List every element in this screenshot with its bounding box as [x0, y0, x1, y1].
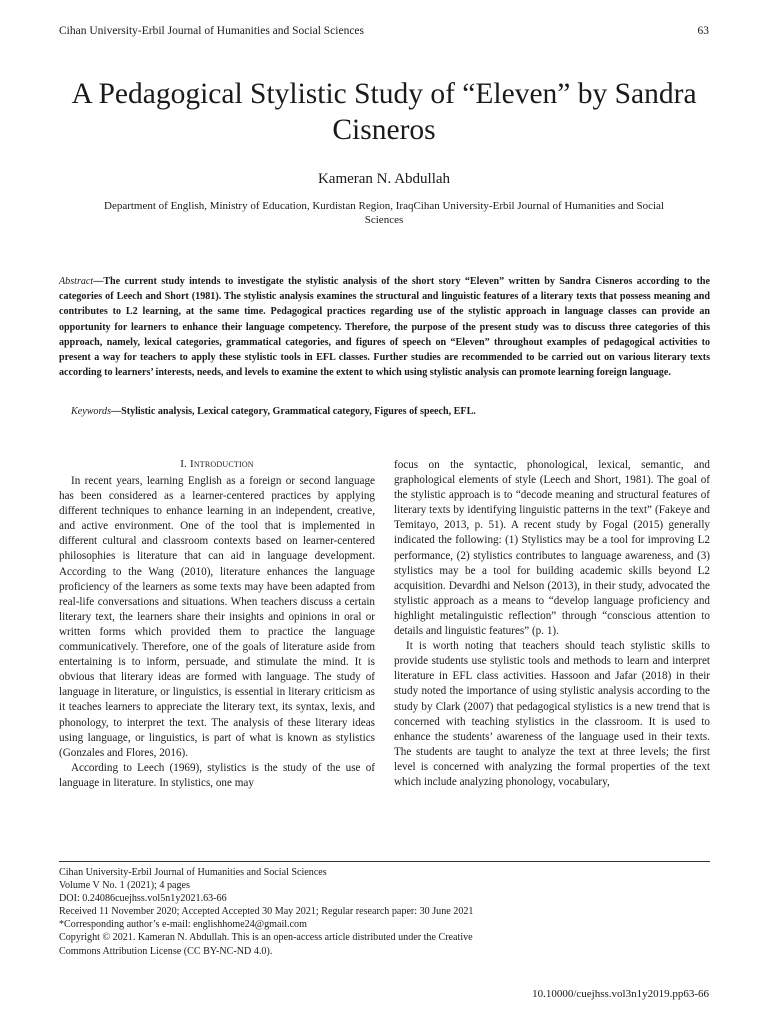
bottom-doi: 10.10000/cuejhss.vol3n1y2019.pp63-66 — [532, 988, 709, 1000]
footer-journal-name: Cihan University-Erbil Journal of Humanities and Social Sciences — [59, 867, 327, 878]
footer-email: *Corresponding author’s e-mail: englishhome24@gmail.com — [59, 919, 307, 931]
abstract-label: Abstract — [59, 276, 94, 287]
body-paragraph: It is worth noting that teachers should teach stylistic skills to provide students use stylistic tools and methods to learn and interpret literature in EFL class activities. Hassoon and Jafar (2018) in their study noted the importance of using stylistic analysis according to the study by Clark (2007) that pedagogical stylistics is a new trend that is concerned with teaching stylistics in the classroom. It is used to enhance the students’ awareness of the language used in their texts. The students are taught to analyze the text at three levels; the first level is concerned with analyzing the formal properties of the text which include analyzing phonology, vocabulary, — [394, 640, 710, 788]
page-number: 63 — [697, 25, 709, 37]
running-header: Cihan University-Erbil Journal of Humanities and Social Sciences — [59, 25, 365, 37]
author-name: Kameran N. Abdullah — [317, 171, 451, 187]
body-paragraph: According to Leech (1969), stylistics is the study of the use of language in literature. In stylistics, one may — [59, 761, 375, 789]
footer-license: Commons Attribution License (CC BY-NC-ND 4.0). — [59, 945, 273, 957]
footer-dates: Received 11 November 2020; Accepted Accepted 30 May 2021; Regular research paper: 30 June 2021 — [59, 906, 474, 918]
footer-divider — [59, 861, 710, 862]
body-paragraph: In recent years, learning English as a foreign or second language has been considered as a learner-centered practices by applying different techniques to enhance learning in an independent, creative, and active environment. One of the tool that is implemented in different cultural and classroom contexts based on learner-centered philosophies is literature that can aid in language development. According to the Wang (2010), literature enhances the language proficiency of the learners as some texts may have been adapted from real-life conversations and situations. When teachers discuss a certain literary text, the learners share their insights and opinions in oral or written forms which provided them to practice the language communicatively. Therefore, one of the goals of literature aside from entertaining is to inform, persuade, and stimulate the mind. It is obvious that literary ideas are formed with language. The study of language in literature, or linguistics, is essential in literary criticism as it teaches learners to appreciate the literary text, its syntax, lexis, and phonology, to interpret the text. The analysis of these literary ideas using language, or linguistics, is part of what is known as stylistics (Gonzales and Flores, 2016). — [59, 475, 375, 759]
article-footer-info — [59, 866, 710, 958]
paper-title: A Pedagogical Stylistic Study of “Eleven” by Sandra Cisneros — [71, 78, 697, 146]
body-paragraph: focus on the syntactic, phonological, lexical, semantic, and graphological elements of style (Leech and Short, 1981). The goal of the stylistic approach is to “decode meaning and structural features of literary texts by identifying linguistic patterns in the text” (Fakeye and Temitayo, 2013, p. 51). A recent study by Fogal (2015) generally indicated the following: (1) Stylistics may be a tool for improving L2 performance, (2) stylistics contributes to language awareness, and (3) stylistics may be a tool for building academic skills beyond L2 acquisition. Devardhi and Nelson (2013), in their study, advocated the stylistic approach as a means to “develop language proficiency and highlight metalinguistic reflection” through “conscious attention to details and linguistic features” (p. 1). — [394, 459, 710, 638]
keywords-text: —Stylistic analysis, Lexical category, Grammatical category, Figures of speech, EFL. — [111, 406, 476, 417]
author-affiliation: Department of English, Ministry of Education, Kurdistan Region, IraqCihan University-Erbil Journal of Humanities and Social Sciences — [104, 200, 664, 226]
right-column — [394, 458, 710, 790]
abstract — [59, 274, 710, 380]
abstract-text: —The current study intends to investigate the stylistic analysis of the short story “Eleven” written by Sandra Cisneros according to the categories of Leech and Short (1981). The stylistic analysis examines the structural and linguistic features of a literary texts that possess meaning and contributes to L2 learning, at the same time. Pedagogical practices regarding use of the stylistic approach in language classes can provide an opportunity for learners to enhance their language competency. Therefore, the purpose of the present study was to discuss three categories of this approach, namely, lexical categories, grammatical categories, and figures of speech on “Eleven” throughout examples of pedagogical activities to present a way for teachers to apply these stylistic tools in EFL classes. Further studies are recommended to be carried out on various literary texts according to learners’ interests, needs, and levels to examine the extent to which using stylistic analysis can promote learning foreign language. — [59, 276, 710, 379]
keywords-label: Keywords — [71, 406, 112, 417]
footer-volume: Volume V No. 1 (2021); 4 pages — [59, 880, 190, 892]
keywords — [59, 404, 710, 419]
section-heading-introduction: I. Introduction — [180, 458, 254, 470]
left-column — [59, 474, 375, 791]
footer-copyright: Copyright © 2021. Kameran N. Abdullah. This is an open-access article distributed under the Creative — [59, 932, 473, 944]
footer-doi: DOI: 0.24086cuejhss.vol5n1y2021.63-66 — [59, 893, 227, 905]
